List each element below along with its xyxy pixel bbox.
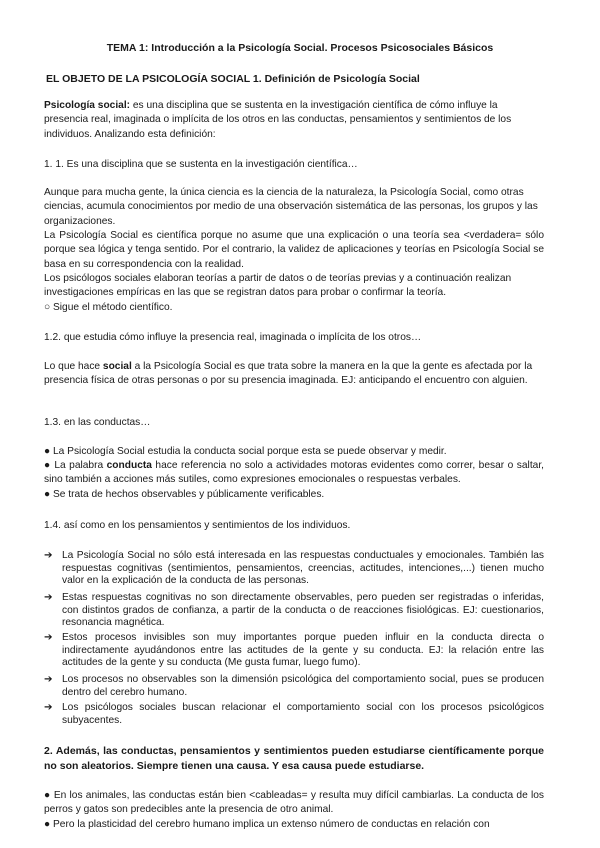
text-before: Lo que hace [44,361,103,372]
filled-bullet-icon: ● [44,790,51,801]
bold-word-social: social [102,361,132,372]
arrow-item-text: Los procesos no observables son la dimensión psicológica del comportamiento social, pues se producen dentro del cerebro humano. [62,674,544,698]
section-1-1-para2: La Psicología Social es científica porque no asume que una explicación o una teoría sea <verdadera= sólo porque sea lógica y tenga sentido. Por el contrario, la validez de aplicaciones y teorías en Psicología Social se basa en su correspondencia con la realidad. [44,230,544,270]
section-1-4-heading: 1.4. así como en los pensamientos y sentimientos de los individuos. [44,520,351,531]
definition-term: Psicología social: [44,100,131,111]
section-2-bullet-2 [44,818,544,832]
arrow-item-text: Los psicólogos sociales buscan relacionar el comportamiento social con los procesos psicológicos subyacentes. [62,702,544,726]
text-after: a la Psicología Social es que trata sobre la manera en la que la gente es afectada por la presencia física de otras personas o por su presencia imaginada. EJ: anticipando el encuentro con alguien. [44,361,533,387]
bullet-text: Se trata de hechos observables y públicamente verificables. [53,489,325,500]
definition-paragraph [44,99,544,142]
bullet-text: Sigue el método científico. [53,302,173,313]
section-1-1-heading: 1. 1. Es una disciplina que se sustenta en la investigación científica… [44,159,358,170]
filled-bullet-icon: ● [44,460,51,471]
section-1-3-bullet-3 [44,488,544,502]
bold-word-conducta: conducta [106,460,152,471]
section-heading-object: EL OBJETO DE LA PSICOLOGÍA SOCIAL 1. Definición de Psicología Social [46,73,420,85]
document-title: TEMA 1: Introducción a la Psicología Social. Procesos Psicosociales Básicos [106,42,494,54]
section-2-bullet-1 [44,789,544,818]
arrow-list-item [44,702,544,727]
section-1-1-para1: Aunque para mucha gente, la única ciencia es la ciencia de la naturaleza, la Psicología Social, como otras ciencias, acumula conocimientos por medio de una observación sistemática de las personas, los grupos y las organizaciones. [44,187,538,227]
section-1-1-bullet [44,301,544,315]
section-1-3-bullet-1 [44,445,544,459]
arrow-right-icon: ➔ [44,592,53,603]
filled-bullet-icon: ● [44,446,51,457]
arrow-list-item [44,674,544,699]
definition-text: es una disciplina que se sustenta en la investigación científica de cómo influye la presencia real, imaginada o implícita de los otros en las conductas, pensamientos y sentimientos de los individuos. Analizando esta definición: [44,100,512,140]
bullet-text: Pero la plasticidad del cerebro humano implica un extenso número de conductas en relación con [53,819,490,830]
section-1-3-heading: 1.3. en las conductas… [44,417,151,428]
arrow-list-item [44,592,544,630]
filled-bullet-icon: ● [44,489,51,500]
arrow-right-icon: ➔ [44,632,53,643]
section-1-3-bullet-2 [44,459,544,488]
bullet-text-before: La palabra [54,460,107,471]
arrow-item-text: Estas respuestas cognitivas no son directamente observables, pero pueden ser registradas o inferidas, con distintos grados de confianza, a partir de la conducta o de reacciones fisiológicas. EJ: cuestionarios, resonancia magnética. [62,592,544,629]
bullet-text-after: hace referencia no solo a actividades motoras evidentes como correr, besar o saltar, sino también a acciones más sutiles, como expresiones emocionales o respuestas verbales. [44,460,544,486]
bullet-text: En los animales, las conductas están bien <cableadas= y resulta muy difícil cambiarlas. La conducta de los perros y gatos son predecibles ante la presencia de otro animal. [44,790,545,816]
section-2-heading: 2. Además, las conductas, pensamientos y sentimientos pueden estudiarse científicamente porque no son aleatorios. Siempre tienen una causa. Y esa causa puede estudiarse. [44,745,544,772]
filled-bullet-icon: ● [44,819,51,830]
arrow-item-text: Estos procesos invisibles son muy importantes porque pueden influir en la conducta directa o indirectamente ayudándonos entre las actitudes de la gente y su conducta. EJ: la relación entre las actitudes de la gente y su conducta (Me gusta fumar, luego fumo). [62,632,544,669]
bullet-text: La Psicología Social estudia la conducta social porque esta se puede observar y medir. [53,446,447,457]
arrow-list-item [44,550,544,588]
section-1-2-paragraph [44,360,544,389]
arrow-right-icon: ➔ [44,550,53,561]
arrow-list-item [44,632,544,670]
circle-bullet-icon: ○ [44,302,51,313]
arrow-item-text: La Psicología Social no sólo está interesada en las respuestas conductuales y emocionales. También las respuestas cognitivas (sentimientos, pensamientos, creencias, actitudes, intenciones,...) tienen mucho valor en la explicación de la conducta de las personas. [62,550,544,587]
arrow-right-icon: ➔ [44,674,53,685]
arrow-right-icon: ➔ [44,702,53,713]
section-1-2-heading: 1.2. que estudia cómo influye la presencia real, imaginada o implícita de los otros… [44,332,422,343]
section-1-1-para3: Los psicólogos sociales elaboran teorías a partir de datos o de teorías previas y a continuación realizan investigaciones empíricas en las que se registran datos para probar o confirmar la teoría. [44,273,512,299]
